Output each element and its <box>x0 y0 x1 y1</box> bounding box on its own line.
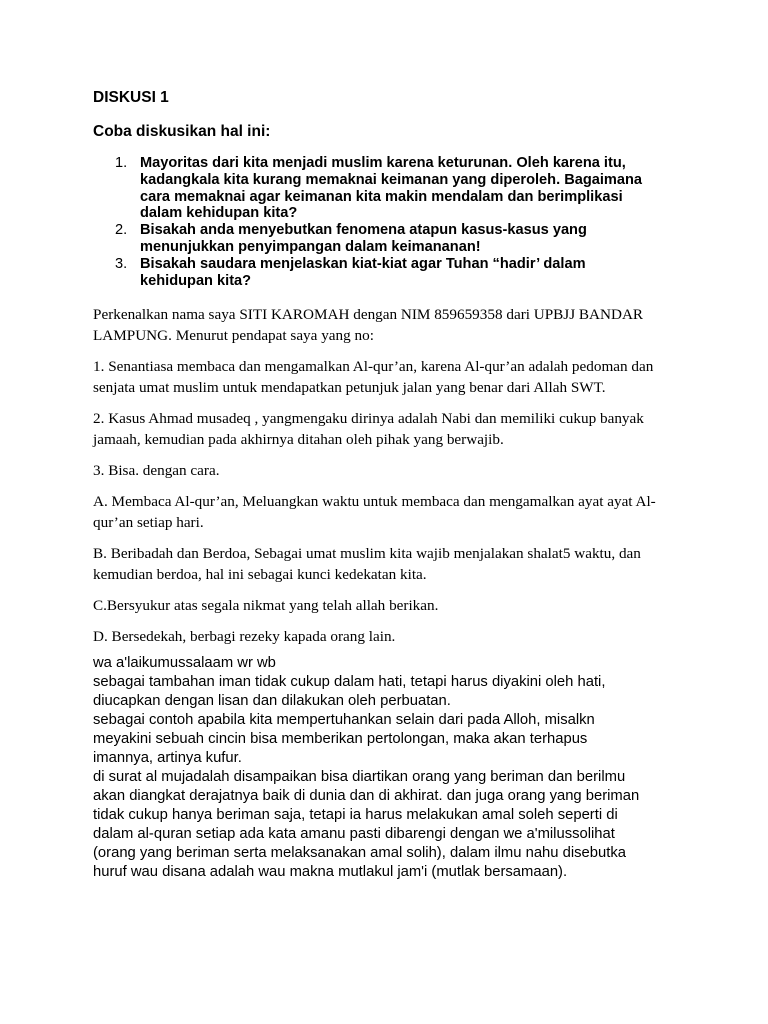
reply-line: meyakini sebuah cincin bisa memberikan pertolongan, maka akan terhapus <box>93 731 588 747</box>
reply-line: wa a'laikumussalaam wr wb <box>93 655 276 671</box>
question-item <box>115 222 685 256</box>
question-number: 2. <box>115 222 128 239</box>
question-line: dalam kehidupan kita? <box>140 205 298 222</box>
answer-paragraph <box>93 356 673 398</box>
answer-paragraph <box>93 304 673 346</box>
answer-line: qur’an setiap hari. <box>93 514 204 531</box>
reply-line: (orang yang beriman serta melaksanakan amal solih), dalam ilmu nahu disebutka <box>93 845 626 861</box>
answer-paragraph <box>93 491 673 533</box>
reply-line: huruf wau disana adalah wau makna mutlakul jam'i (mutlak bersamaan). <box>93 864 568 880</box>
answer-line: 2. Kasus Ahmad musadeq , yangmengaku dirinya adalah Nabi dan memiliki cukup banyak <box>93 410 644 427</box>
reply-line: akan diangkat derajatnya baik di dunia dan di akhirat. dan juga orang yang beriman <box>93 788 640 804</box>
question-line: kehidupan kita? <box>140 272 252 289</box>
answer-line: 1. Senantiasa membaca dan mengamalkan Al-qur’an, karena Al-qur’an adalah pedoman dan <box>93 358 654 375</box>
question-item <box>115 256 685 290</box>
answer-line: jamaah, kemudian pada akhirnya ditahan oleh pihak yang berwajib. <box>93 431 504 448</box>
reply-line: tidak cukup hanya beriman saja, tetapi ia harus melakukan amal soleh seperti di <box>93 807 618 823</box>
answer-line: kemudian berdoa, hal ini sebagai kunci kedekatan kita. <box>93 566 427 583</box>
reply-line: di surat al mujadalah disampaikan bisa diartikan orang yang beriman dan berilmu <box>93 769 626 785</box>
answer-paragraph <box>93 595 673 616</box>
answer-line: LAMPUNG. Menurut pendapat saya yang no: <box>93 327 374 344</box>
question-number: 1. <box>115 155 128 171</box>
answer-line: B. Beribadah dan Berdoa, Sebagai umat muslim kita wajib menjalakan shalat5 waktu, dan <box>93 545 641 562</box>
answer-paragraph <box>93 408 673 450</box>
reply-line: sebagai tambahan iman tidak cukup dalam hati, tetapi harus diyakini oleh hati, <box>93 674 606 690</box>
answer-section <box>93 304 673 657</box>
reply-line: dalam al-quran setiap ada kata amanu pasti dibarengi dengan we a'milussolihat <box>93 826 615 842</box>
answer-line: A. Membaca Al-qur’an, Meluangkan waktu untuk membaca dan mengamalkan ayat ayat Al- <box>93 493 656 510</box>
answer-paragraph <box>93 543 673 585</box>
answer-line: D. Bersedekah, berbagi rezeky kapada orang lain. <box>93 628 396 645</box>
answer-line: Perkenalkan nama saya SITI KAROMAH dengan NIM 859659358 dari UPBJJ BANDAR <box>93 306 644 323</box>
reply-line: diucapkan dengan lisan dan dilakukan oleh perbuatan. <box>93 693 451 709</box>
document-subtitle: Coba diskusikan hal ini: <box>93 123 271 140</box>
question-item <box>115 155 685 222</box>
document-title: DISKUSI 1 <box>93 89 169 106</box>
answer-paragraph <box>93 460 673 481</box>
question-line: Mayoritas dari kita menjadi muslim karena keturunan. Oleh karena itu, <box>140 155 626 171</box>
reply-line: imannya, artinya kufur. <box>93 750 242 766</box>
answer-line: 3. Bisa. dengan cara. <box>93 462 220 479</box>
answer-line: senjata umat muslim untuk mendapatkan petunjuk jalan yang benar dari Allah SWT. <box>93 379 606 396</box>
question-line: Bisakah saudara menjelaskan kiat-kiat agar Tuhan “hadir’ dalam <box>140 255 586 272</box>
question-line: cara memaknai agar keimanan kita makin mendalam dan berimplikasi <box>140 188 623 205</box>
answer-paragraph <box>93 626 673 647</box>
reply-line: sebagai contoh apabila kita mempertuhankan selain dari pada Alloh, misalkn <box>93 712 595 728</box>
question-line: kadangkala kita kurang memaknai keimanan yang diperoleh. Bagaimana <box>140 171 643 188</box>
question-line: Bisakah anda menyebutkan fenomena atapun kasus-kasus yang <box>140 222 587 239</box>
reply-section <box>93 654 693 882</box>
question-number: 3. <box>115 255 128 272</box>
answer-line: C.Bersyukur atas segala nikmat yang telah allah berikan. <box>93 597 439 614</box>
question-list <box>115 155 685 289</box>
question-line: menunjukkan penyimpangan dalam keimananan! <box>140 238 481 255</box>
